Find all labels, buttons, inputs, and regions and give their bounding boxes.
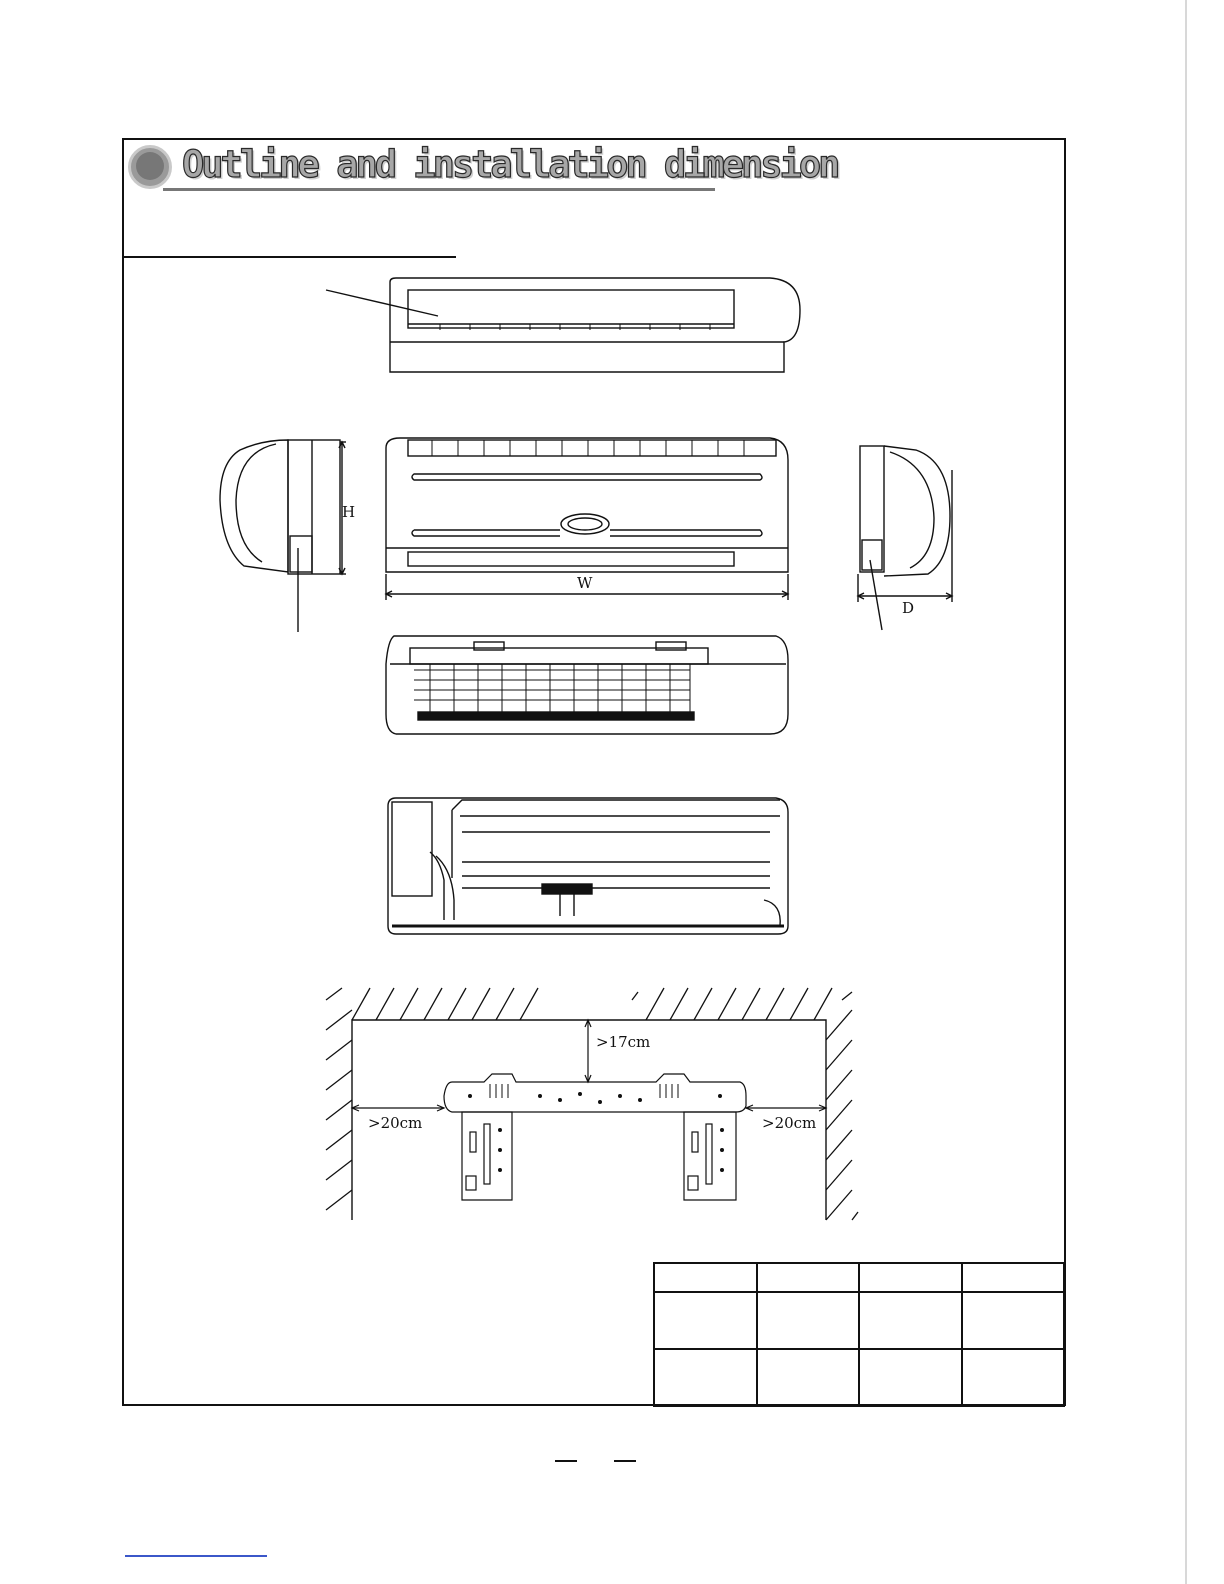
table-cell (962, 1263, 1065, 1292)
table-header-row (654, 1263, 1064, 1292)
top-view-leader (326, 290, 438, 316)
table-cell (757, 1349, 860, 1406)
top-view-drawing (390, 278, 800, 372)
depth-label: D (902, 599, 915, 617)
page-number-mark-right (614, 1460, 636, 1462)
footer-link-underline[interactable] (125, 1555, 267, 1557)
height-label: H (342, 503, 356, 521)
dimension-spec-table (653, 1262, 1065, 1407)
right-clearance-label: >20cm (762, 1114, 817, 1132)
clearance-arrows (352, 1020, 826, 1111)
table-cell (654, 1349, 757, 1406)
wall-outline (352, 1020, 826, 1220)
table-cell (654, 1263, 757, 1292)
table-cell (859, 1263, 962, 1292)
table-row (654, 1349, 1064, 1406)
page-title: Outline and installation dimension (182, 143, 838, 186)
table-cell (757, 1292, 860, 1349)
left-side-view-drawing (220, 440, 346, 574)
bottom-view-drawing (386, 636, 788, 734)
right-side-view-drawing (858, 446, 952, 602)
width-label: W (577, 574, 593, 592)
page-number-mark-left (555, 1460, 577, 1462)
mounting-plate-drawing (444, 1074, 746, 1200)
table-cell (757, 1263, 860, 1292)
rear-view-drawing (388, 798, 788, 934)
table-cell (859, 1349, 962, 1406)
table-cell (962, 1292, 1065, 1349)
top-clearance-label: >17cm (596, 1033, 651, 1051)
left-clearance-label: >20cm (368, 1114, 423, 1132)
wall-hatching (326, 988, 858, 1220)
table-row (654, 1292, 1064, 1349)
table-cell (654, 1292, 757, 1349)
table-cell (962, 1349, 1065, 1406)
table-cell (859, 1292, 962, 1349)
